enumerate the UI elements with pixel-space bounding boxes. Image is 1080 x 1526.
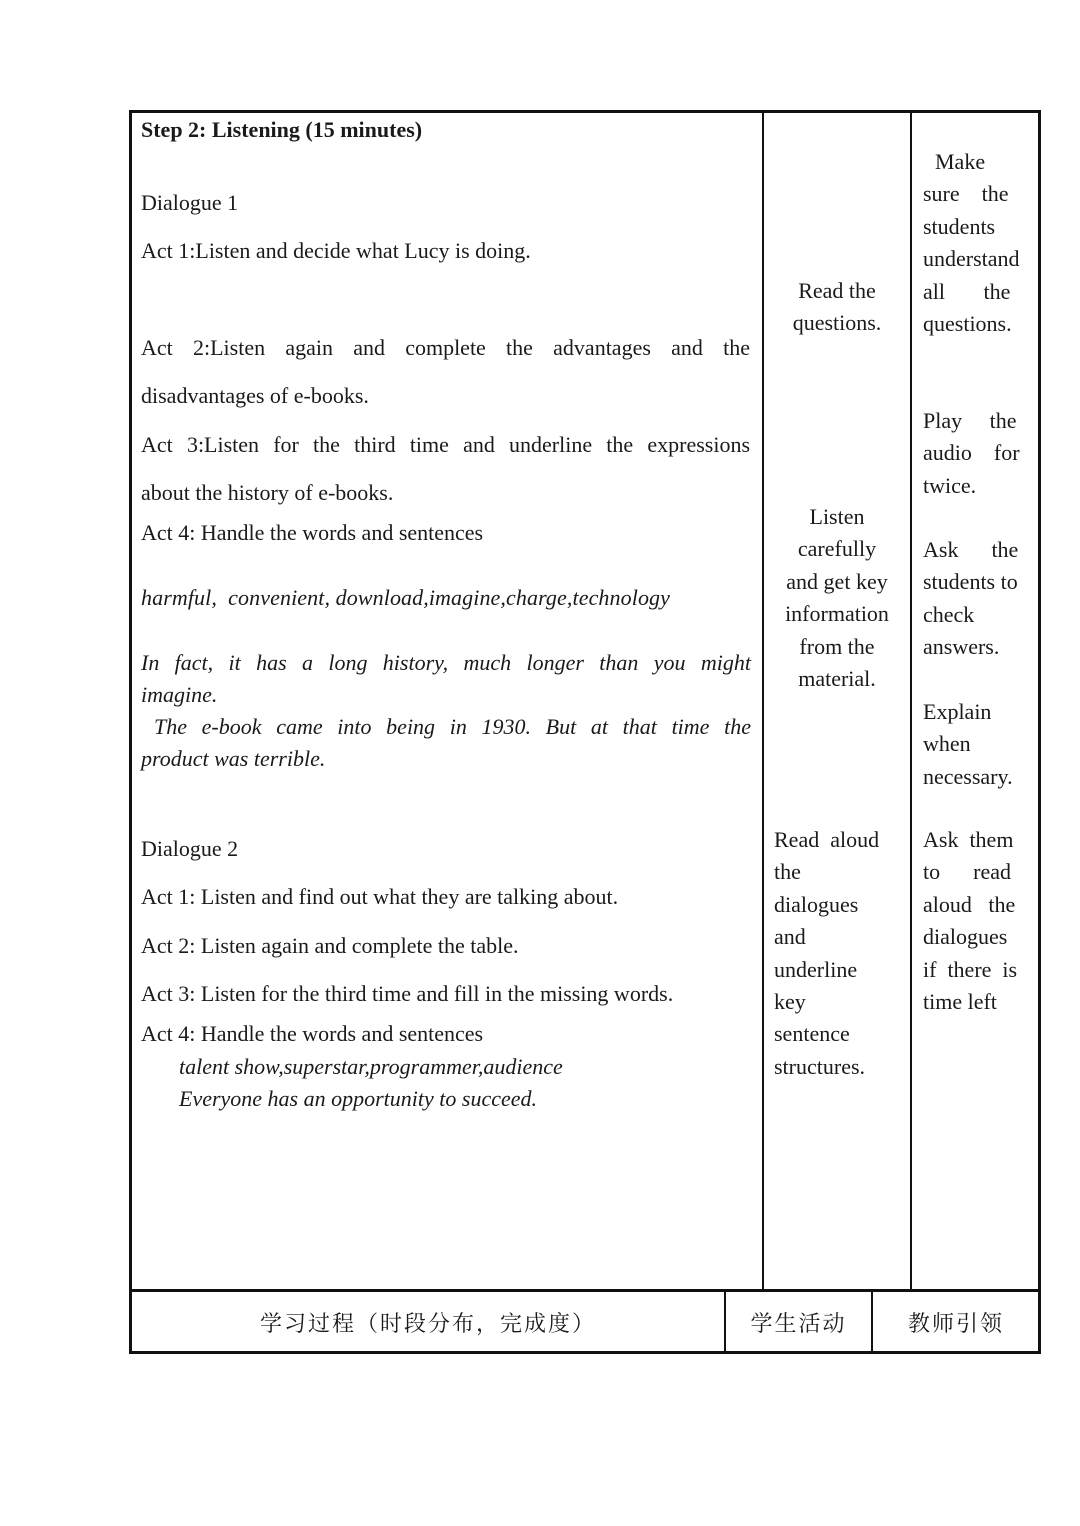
teacher-line: Play the — [923, 408, 1017, 433]
teacher-line: if there is — [923, 956, 1018, 982]
student-line: Read aloud — [774, 827, 880, 852]
student-line: dialogues — [774, 891, 859, 917]
teacher-line: necessary. — [923, 763, 1013, 789]
footer-col-process: 学习过程（时段分布，完成度） — [259, 1311, 596, 1337]
dialogue1-title: Dialogue 1 — [141, 190, 239, 215]
student-line: and get key — [786, 568, 888, 594]
student-line: sentence — [774, 1021, 850, 1047]
d1-act4: Act 4: Handle the words and sentences — [141, 520, 484, 545]
teacher-line: Explain — [923, 699, 992, 724]
d2-act1: Act 1: Listen and find out what they are talking about. — [141, 884, 619, 909]
divider-col1 — [762, 112, 764, 1292]
d2-words: talent show,superstar,programmer,audience — [179, 1054, 563, 1079]
d1-act3-line2: about the history of e-books. — [141, 480, 394, 505]
student-block1 — [772, 275, 902, 340]
d1-act3-line1: Act 3:Listen for the third time and underline the expressions — [141, 432, 750, 457]
d1-sentence1-line2: imagine. — [141, 682, 218, 707]
student-line: carefully — [797, 536, 877, 562]
d1-act2-line2: disadvantages of e-books. — [141, 383, 369, 408]
student-block3 — [774, 824, 901, 1083]
student-block2 — [772, 501, 902, 695]
d2-act3: Act 3: Listen for the third time and fill in the missing words. — [141, 981, 674, 1006]
teacher-line: understand — [923, 246, 1020, 272]
divider-col2 — [910, 112, 912, 1292]
student-line: from the — [799, 633, 875, 659]
teacher-block5 — [923, 824, 1033, 1018]
teacher-line: time left — [923, 988, 997, 1014]
d1-sentence1-line1: In fact, it has a long history, much longer than you might — [141, 650, 751, 675]
footer-col-student: 学生活动 — [750, 1311, 847, 1337]
student-line: underline — [774, 956, 858, 982]
teacher-line: Ask the — [923, 537, 1019, 562]
teacher-block3 — [923, 534, 1033, 664]
teacher-line: aloud the — [923, 891, 1016, 917]
teacher-line: students — [923, 213, 996, 239]
teacher-line: when — [923, 731, 971, 757]
student-line: Listen — [809, 504, 865, 529]
teacher-line: sure the — [923, 181, 1009, 207]
teacher-line: Make — [935, 149, 986, 174]
teacher-line: all the — [923, 278, 1011, 304]
teacher-line: questions. — [923, 310, 1012, 336]
d2-act2: Act 2: Listen again and complete the table. — [141, 933, 519, 958]
d1-sentence2-line1: The e-book came into being in 1930. But at that time the — [154, 714, 751, 739]
d2-sentence: Everyone has an opportunity to succeed. — [179, 1086, 538, 1111]
d1-sentence2-line2: product was terrible. — [141, 746, 326, 771]
teacher-line: dialogues — [923, 924, 1008, 950]
student-line: and — [774, 924, 806, 950]
teacher-line: twice. — [923, 472, 977, 498]
teacher-line: check — [923, 601, 975, 627]
dialogue2-title: Dialogue 2 — [141, 836, 239, 861]
teacher-line: to read — [923, 859, 1011, 885]
d2-act4: Act 4: Handle the words and sentences — [141, 1021, 484, 1046]
student-line: questions. — [792, 310, 882, 336]
student-line: structures. — [774, 1053, 866, 1079]
student-line: Read the — [798, 278, 876, 303]
teacher-block1 — [923, 146, 1033, 340]
teacher-line: answers. — [923, 634, 1000, 660]
d1-words: harmful, convenient, download,imagine,charge,technology — [141, 585, 671, 610]
d1-act2-line1: Act 2:Listen again and complete the advantages and the — [141, 335, 750, 360]
teacher-line: Ask them — [923, 827, 1014, 852]
teacher-block2 — [923, 405, 1033, 502]
footer-col-teacher: 教师引领 — [907, 1311, 1004, 1337]
teacher-line: audio for — [923, 440, 1020, 466]
student-line: material. — [798, 665, 876, 691]
teacher-block4 — [923, 696, 1033, 793]
student-line: information — [785, 601, 889, 627]
teacher-line: students to — [923, 569, 1018, 595]
student-line: key — [774, 988, 806, 1014]
step-heading: Step 2: Listening (15 minutes) — [141, 117, 423, 142]
d1-act1: Act 1:Listen and decide what Lucy is doing. — [141, 238, 531, 263]
student-line: the — [774, 859, 801, 885]
